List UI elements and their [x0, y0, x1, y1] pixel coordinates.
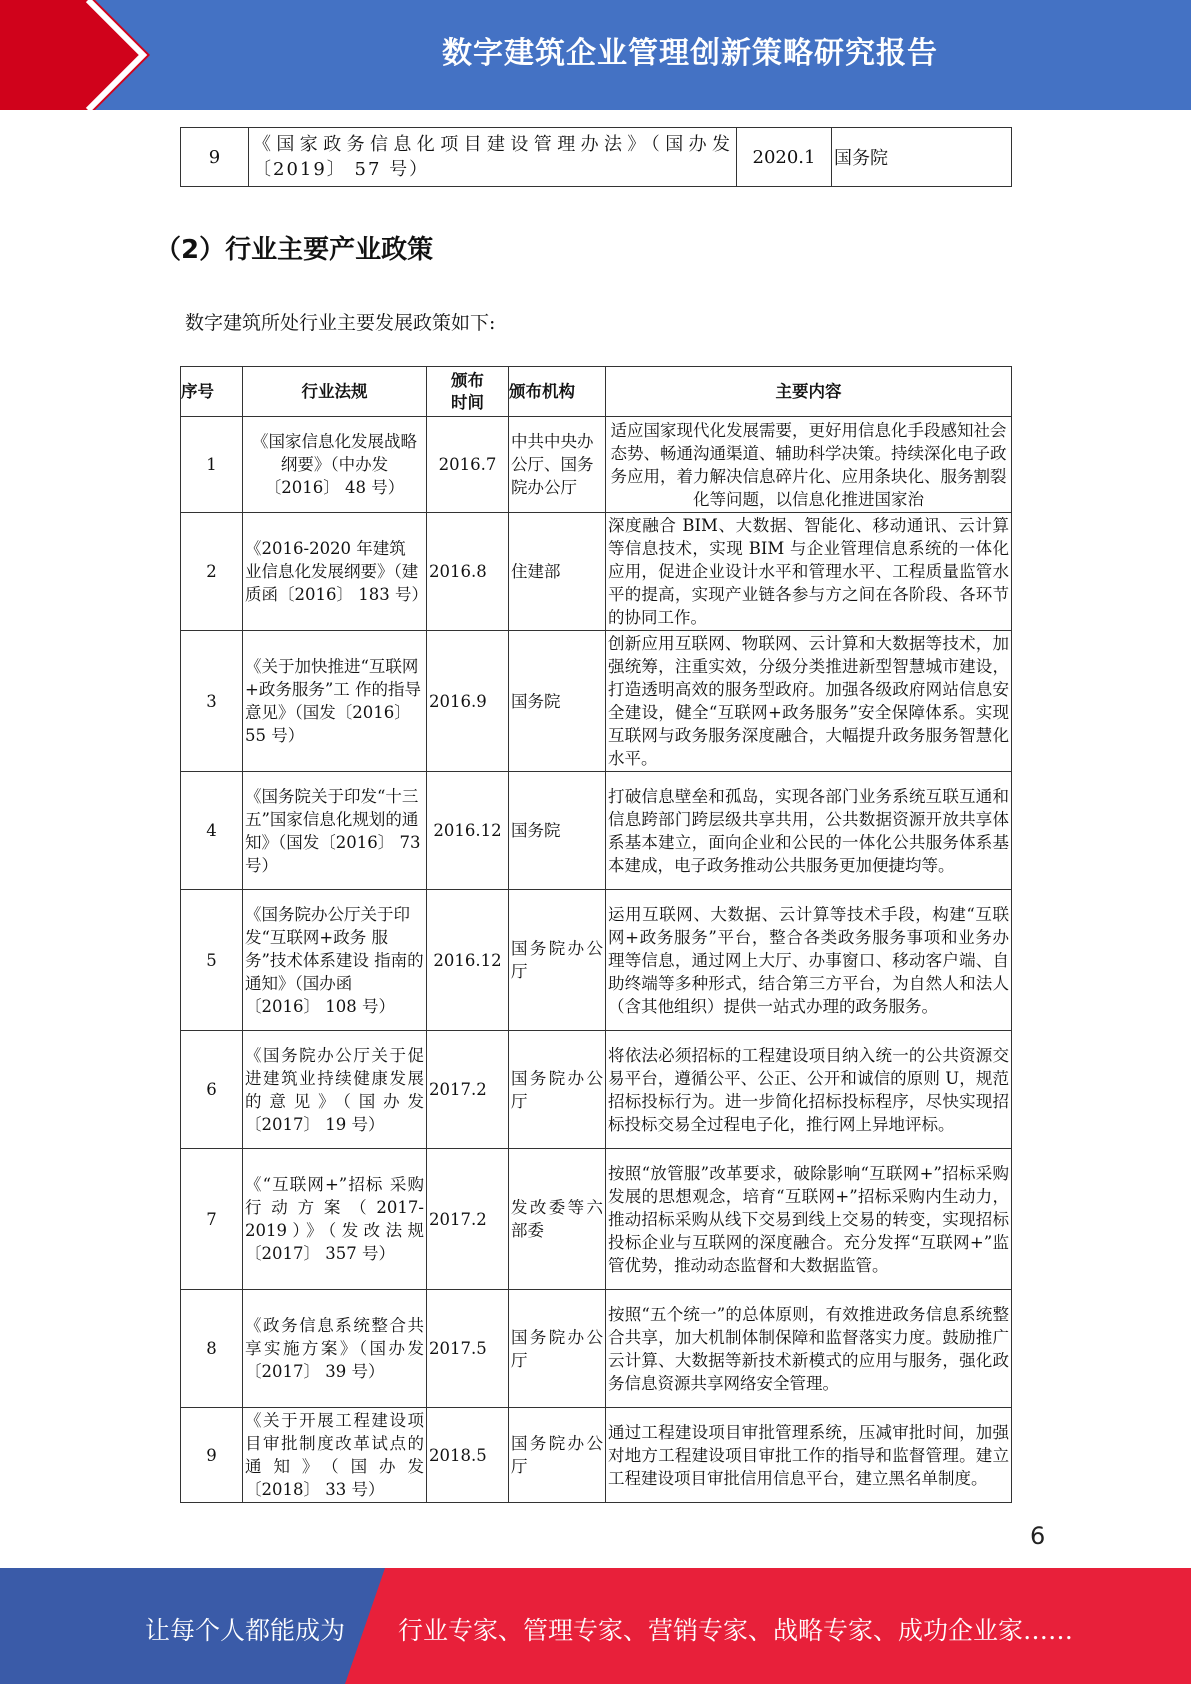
cell-law: 《关于加快推进“互联网+政务服务”工 作的指导意见》（国发〔2016〕 55 号）	[243, 631, 427, 772]
table-row	[181, 1290, 1012, 1408]
cell-law: 《国务院办公厅关于印发“互联网+政务 服务”技术体系建设 指南的通知》（国办函〔2016〕 108 号）	[243, 890, 427, 1031]
cell-content: 通过工程建设项目审批管理系统，压减审批时间，加强对地方工程建设项目审批工作的指导和监督管理。建立工程建设项目审批信用信息平台，建立黑名单制度。	[606, 1408, 1012, 1503]
cell-law: 《国务院办公厅关于促进建筑业持续健康发展的意见》（国办发〔2017〕 19 号）	[243, 1031, 427, 1149]
cell-content: 运用互联网、大数据、云计算等技术手段，构建“互联网+政务服务”平台，整合各类政务服务事项和业务办理等信息，通过网上大厅、办事窗口、移动客户端、自助终端等多种形式，结合第三方平台，为自然人和法人（含其他组织）提供一站式办理的政务服务。	[606, 890, 1012, 1031]
cell-date: 2016.8	[427, 513, 509, 631]
cell-content	[606, 417, 1012, 513]
cell-org: 发改委等六部委	[509, 1149, 606, 1290]
cell-date: 2016.9	[427, 631, 509, 772]
page-number: 6	[1030, 1522, 1046, 1550]
cell-date: 2018.5	[427, 1408, 509, 1503]
content-text: 适应国家现代化发展需要，更好用信息化手段感知社会态势、畅通沟通渠道、辅助科学决策。持续深化电子政务应用，着力解决信息碎片化、应用条块化、服务割裂化等问题，以信息化推进国家治	[610, 420, 1007, 509]
header-content: 主要内容	[606, 367, 1012, 417]
table-row	[181, 417, 1012, 513]
cell-date: 2017.5	[427, 1290, 509, 1408]
cell-content: 按照“放管服”改革要求，破除影响“互联网+”招标采购发展的思想观念，培育“互联网+”招标采购内生动力，推动招标采购从线下交易到线上交易的转变，实现招标投标企业与互联网的深度融合。充分发挥“互联网+”监管优势，推动动态监督和大数据监管。	[606, 1149, 1012, 1290]
cell-no: 9	[181, 1408, 243, 1503]
page-footer	[0, 1568, 1191, 1684]
cell-law: 《国家政务信息化项目建设管理办法》（国办发〔2019〕 57 号）	[249, 128, 737, 187]
cell-org: 国务院	[509, 772, 606, 890]
cell-date: 2016.7	[427, 417, 509, 513]
cell-law: 《“互联网+”招标 采购行动方案（2017-2019）》（发改法规〔2017〕 357 号）	[243, 1149, 427, 1290]
cell-date: 2017.2	[427, 1149, 509, 1290]
cell-date: 2016.12	[427, 890, 509, 1031]
header-no: 序号	[181, 367, 243, 417]
cell-org: 国务院办公厅	[509, 1031, 606, 1149]
header-red-chevron	[0, 0, 150, 110]
cell-org: 国务院	[509, 631, 606, 772]
continuation-table	[180, 127, 1012, 187]
cell-no: 7	[181, 1149, 243, 1290]
table-row	[181, 128, 1012, 187]
cell-no: 9	[181, 128, 249, 187]
cell-date: 2016.12	[427, 772, 509, 890]
report-title: 数字建筑企业管理创新策略研究报告	[442, 36, 938, 71]
table-header-row	[181, 367, 1012, 417]
cell-content: 打破信息壁垒和孤岛，实现各部门业务系统互联互通和信息跨部门跨层级共享共用，公共数据资源开放共享体系基本建立，面向企业和公民的一体化公共服务体系基本建成，电子政务推动公共服务更加便捷均等。	[606, 772, 1012, 890]
cell-date: 2020.1	[737, 128, 832, 187]
cell-date: 2017.2	[427, 1031, 509, 1149]
header-org: 颁布机构	[509, 367, 606, 417]
header-date: 颁布 时间	[427, 367, 509, 417]
table-row	[181, 631, 1012, 772]
cell-no: 4	[181, 772, 243, 890]
table-row	[181, 1408, 1012, 1503]
policy-table	[180, 366, 1012, 1503]
cell-content: 按照“五个统一”的总体原则，有效推进政务信息系统整合共享，加大机制体制保障和监督落实力度。鼓励推广云计算、大数据等新技术新模式的应用与服务，强化政务信息资源共享网络安全管理。	[606, 1290, 1012, 1408]
cell-law: 《政务信息系统整合共享实施方案》（国办发〔2017〕 39 号）	[243, 1290, 427, 1408]
cell-no: 6	[181, 1031, 243, 1149]
cell-org: 国务院办公厅	[509, 1408, 606, 1503]
cell-law: 《关于开展工程建设项目审批制度改革试点的通知》（国办发〔2018〕 33 号）	[243, 1408, 427, 1503]
cell-no: 8	[181, 1290, 243, 1408]
cell-org: 中共中央办公厅、国务院办公厅	[509, 417, 606, 513]
cell-no: 1	[181, 417, 243, 513]
header-law: 行业法规	[243, 367, 427, 417]
page-header	[0, 0, 1191, 110]
cell-content: 将依法必须招标的工程建设项目纳入统一的公共资源交易平台，遵循公平、公正、公开和诚信的原则 U，规范招标投标行为。进一步简化招标投标程序，尽快实现招标投标交易全过程电子化，推行网上异地评标。	[606, 1031, 1012, 1149]
footer-slogan-left: 让每个人都能成为	[145, 1616, 346, 1645]
cell-law: 《国务院关于印发“十三五”国家信息化规划的通知》（国发〔2016〕 73 号）	[243, 772, 427, 890]
cell-org: 住建部	[509, 513, 606, 631]
cell-content: 深度融合 BIM、大数据、智能化、移动通讯、云计算等信息技术，实现 BIM 与企业管理信息系统的一体化应用，促进企业设计水平和管理水平、工程质量监管水平的提高，实现产业链各参与方之间在各阶段、各环节的协同工作。	[606, 513, 1012, 631]
footer-slogan-right: 行业专家、管理专家、营销专家、战略专家、成功企业家……	[398, 1616, 1074, 1645]
cell-no: 2	[181, 513, 243, 631]
cell-org: 国务院	[832, 128, 1012, 187]
table-row	[181, 1031, 1012, 1149]
cell-no: 3	[181, 631, 243, 772]
section-heading: （2）行业主要产业政策	[155, 235, 434, 265]
table-row	[181, 513, 1012, 631]
cell-no: 5	[181, 890, 243, 1031]
section-intro: 数字建筑所处行业主要发展政策如下:	[185, 312, 496, 334]
cell-law: 《国家信息化发展战略纲要》（中办发〔2016〕 48 号）	[243, 417, 427, 513]
cell-org: 国务院办公厅	[509, 1290, 606, 1408]
cell-org: 国务院办公厅	[509, 890, 606, 1031]
table-row	[181, 890, 1012, 1031]
cell-law: 《2016-2020 年建筑 业信息化发展纲要》（建质函〔2016〕 183 号）	[243, 513, 427, 631]
table-row	[181, 772, 1012, 890]
table-row	[181, 1149, 1012, 1290]
cell-content: 创新应用互联网、物联网、云计算和大数据等技术，加强统筹，注重实效，分级分类推进新型智慧城市建设，打造透明高效的服务型政府。加强各级政府网站信息安全建设，健全“互联网+政务服务”安全保障体系。实现互联网与政务服务深度融合，大幅提升政务服务智慧化水平。	[606, 631, 1012, 772]
